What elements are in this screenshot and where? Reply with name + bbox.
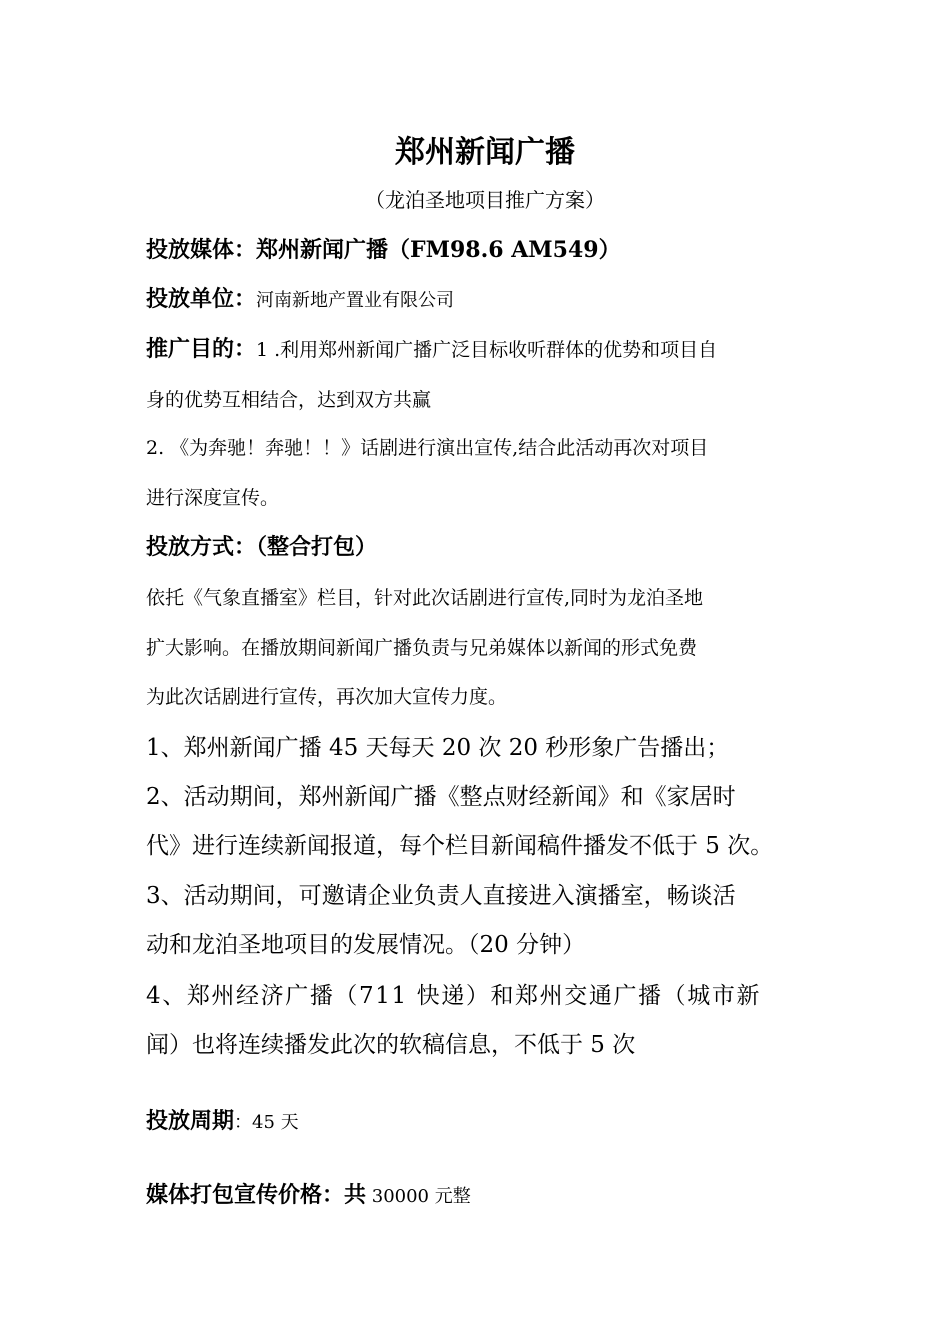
media-label: 投放媒体： — [146, 238, 257, 263]
method-intro-3: 为此次话剧进行宣传，再次加大宣传力度。 — [146, 686, 508, 708]
purpose-text-2: 身的优势互相结合，达到双方共赢 — [146, 389, 432, 411]
price-line — [146, 1174, 826, 1219]
method-item-2a: 2、活动期间，郑州新闻广播《整点财经新闻》和《家居时 — [146, 784, 736, 810]
method-item-3b: 动和龙泊圣地项目的发展情况。（20 分钟） — [146, 932, 586, 958]
page-title: 郑州新闻广播 — [395, 135, 575, 170]
purpose-text-3: 2. 《为奔驰！奔驰！！》话剧进行演出宣传,结合此活动再次对项目 — [146, 437, 709, 459]
method-item-4a: 4、郑州经济广播（711 快递）和郑州交通广播（城市新 — [146, 983, 762, 1009]
method-item-3a: 3、活动期间，可邀请企业负责人直接进入演播室，畅谈活 — [146, 883, 736, 909]
purpose-text-1: 1 .利用郑州新闻广播广泛目标收听群体的优势和项目自 — [256, 339, 718, 361]
method-item-1: 1、郑州新闻广播 45 天每天 20 次 20 秒形象广告播出； — [146, 735, 730, 761]
method-intro-2: 扩大影响。在播放期间新闻广播负责与兄弟媒体以新闻的形式免费 — [146, 637, 698, 659]
method-heading: 投放方式：（整合打包） — [146, 535, 378, 560]
media-line — [146, 230, 826, 271]
period-value: 45 天 — [252, 1112, 299, 1133]
purpose-text-4: 进行深度宣传。 — [146, 487, 280, 509]
unit-line — [146, 280, 826, 321]
purpose-label: 推广目的： — [146, 337, 257, 362]
purpose-line-1 — [146, 330, 826, 371]
method-item-4b: 闻）也将连续播发此次的软稿信息，不低于 5 次 — [146, 1032, 636, 1058]
price-value: 30000 元整 — [366, 1186, 471, 1207]
price-label: 媒体打包宣传价格：共 — [146, 1183, 367, 1208]
method-item-2b: 代》进行连续新闻报道，每个栏目新闻稿件播发不低于 5 次。 — [146, 833, 774, 859]
unit-value: 河南新地产置业有限公司 — [256, 290, 455, 311]
period-label: 投放周期 — [146, 1109, 235, 1134]
media-value: 郑州新闻广播（FM98.6 AM549） — [256, 237, 621, 263]
method-intro-1: 依托《气象直播室》栏目，针对此次话剧进行宣传,同时为龙泊圣地 — [146, 587, 704, 609]
page-subtitle: （龙泊圣地项目推广方案） — [365, 188, 605, 212]
period-colon: ： — [234, 1112, 253, 1133]
period-line — [146, 1100, 826, 1145]
unit-label: 投放单位： — [146, 287, 257, 312]
